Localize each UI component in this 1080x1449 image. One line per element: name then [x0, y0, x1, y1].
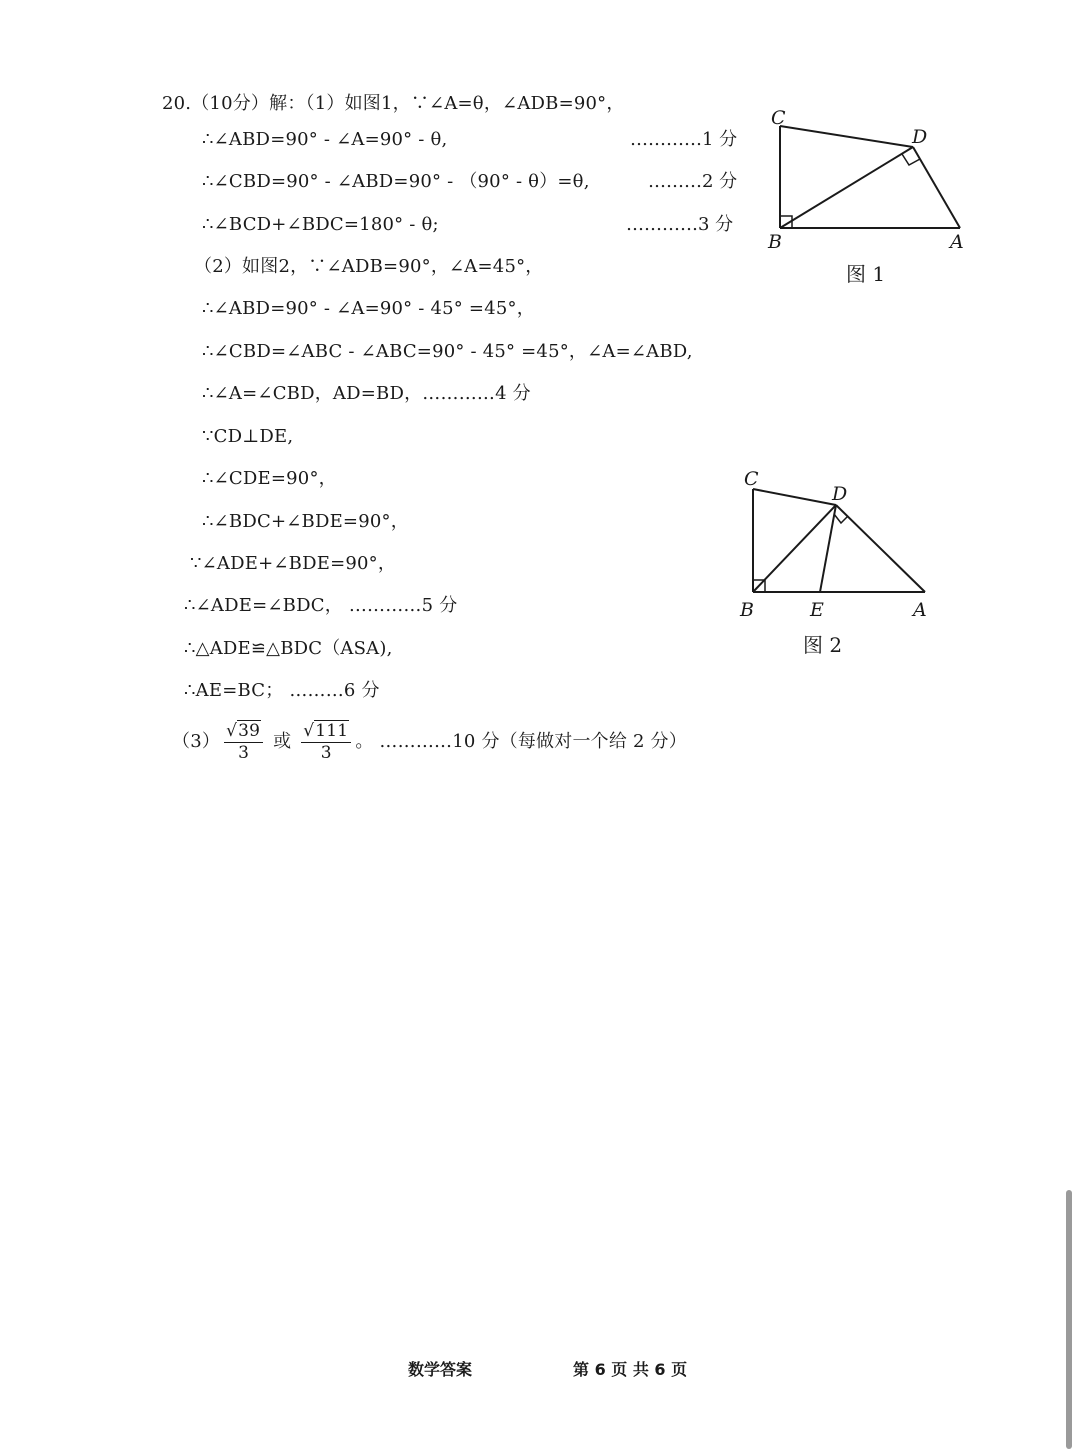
fig2-segment-CD: [753, 489, 836, 505]
part1-score-1: …………1 分: [630, 129, 738, 150]
part2-step-8: ∴∠ADE=∠BDC， …………5 分: [184, 595, 458, 616]
fig1-label-A: A: [950, 231, 964, 253]
part1-step-3: ∴∠BCD+∠BDC=180° - θ;: [202, 214, 439, 235]
part2-step-3: ∴∠A=∠CBD，AD=BD，…………4 分: [202, 383, 531, 404]
footer-subject: 数学答案: [408, 1360, 473, 1379]
fig1-segment-BD: [780, 147, 913, 228]
part1-score-3: …………3 分: [626, 214, 734, 235]
fraction-sqrt39-over-3: $\frac{√39}{3}$: [224, 721, 263, 763]
part2-step-7: ∵∠ADE+∠BDE=90°，: [190, 553, 397, 574]
part3-connector: 或: [273, 731, 292, 752]
part1-score-2: ………2 分: [648, 171, 738, 192]
part1-step-1: ∴∠ABD=90° - ∠A=90° - θ,: [202, 129, 448, 150]
fig2-label-D: D: [832, 483, 848, 505]
part2-step-10: ∴AE=BC； ………6 分: [184, 680, 380, 701]
figure-1-caption: 图 1: [846, 262, 886, 286]
frac1-numerator: 39: [238, 721, 261, 741]
part1-step-2: ∴∠CBD=90° - ∠ABD=90° - （90° - θ）=θ,: [202, 171, 590, 192]
part3-answer: [172, 720, 687, 764]
frac2-numerator: 111: [315, 721, 349, 741]
frac1-denominator: 3: [238, 743, 250, 763]
fig2-label-C: C: [744, 468, 759, 490]
part2-step-2: ∴∠CBD=∠ABC - ∠ABC=90° - 45° =45°，∠A=∠ABD,: [202, 341, 693, 362]
problem-header: 20.（10分）解：（1）如图1，∵∠A=θ，∠ADB=90°，: [162, 93, 625, 114]
fig1-label-B: B: [768, 231, 782, 253]
fig2-label-A: A: [913, 599, 927, 621]
scrollbar-thumb[interactable]: [1066, 1190, 1072, 1449]
fraction-sqrt111-over-3: $\frac{√111}{3}$: [301, 721, 351, 763]
fig2-segment-DA: [836, 505, 925, 592]
part3-suffix: 。 …………10 分（每做对一个给 2 分）: [355, 731, 687, 752]
fig1-label-D: D: [912, 126, 928, 148]
part2-header: （2）如图2，∵∠ADB=90°，∠A=45°，: [194, 256, 544, 277]
fig2-label-B: B: [740, 599, 754, 621]
part2-step-9: ∴△ADE≌△BDC（ASA),: [184, 638, 393, 659]
figure-1-diagram: [760, 100, 980, 260]
figure-2-diagram: [735, 462, 940, 627]
part2-step-1: ∴∠ABD=90° - ∠A=90° - 45° =45°，: [202, 298, 535, 319]
part2-step-6: ∴∠BDC+∠BDE=90°，: [202, 511, 409, 532]
part2-step-5: ∴∠CDE=90°，: [202, 468, 337, 489]
fig2-label-E: E: [810, 599, 824, 621]
footer-page-number: 第 6 页 共 6 页: [573, 1360, 688, 1379]
frac2-denominator: 3: [320, 743, 332, 763]
fig1-segment-CD: [780, 126, 913, 147]
fig1-label-C: C: [771, 107, 786, 129]
part2-step-4: ∵CD⊥DE,: [202, 426, 294, 447]
part3-prefix: （3）: [172, 731, 221, 752]
fig2-segment-BD: [753, 505, 836, 592]
figure-2-caption: 图 2: [803, 633, 843, 657]
